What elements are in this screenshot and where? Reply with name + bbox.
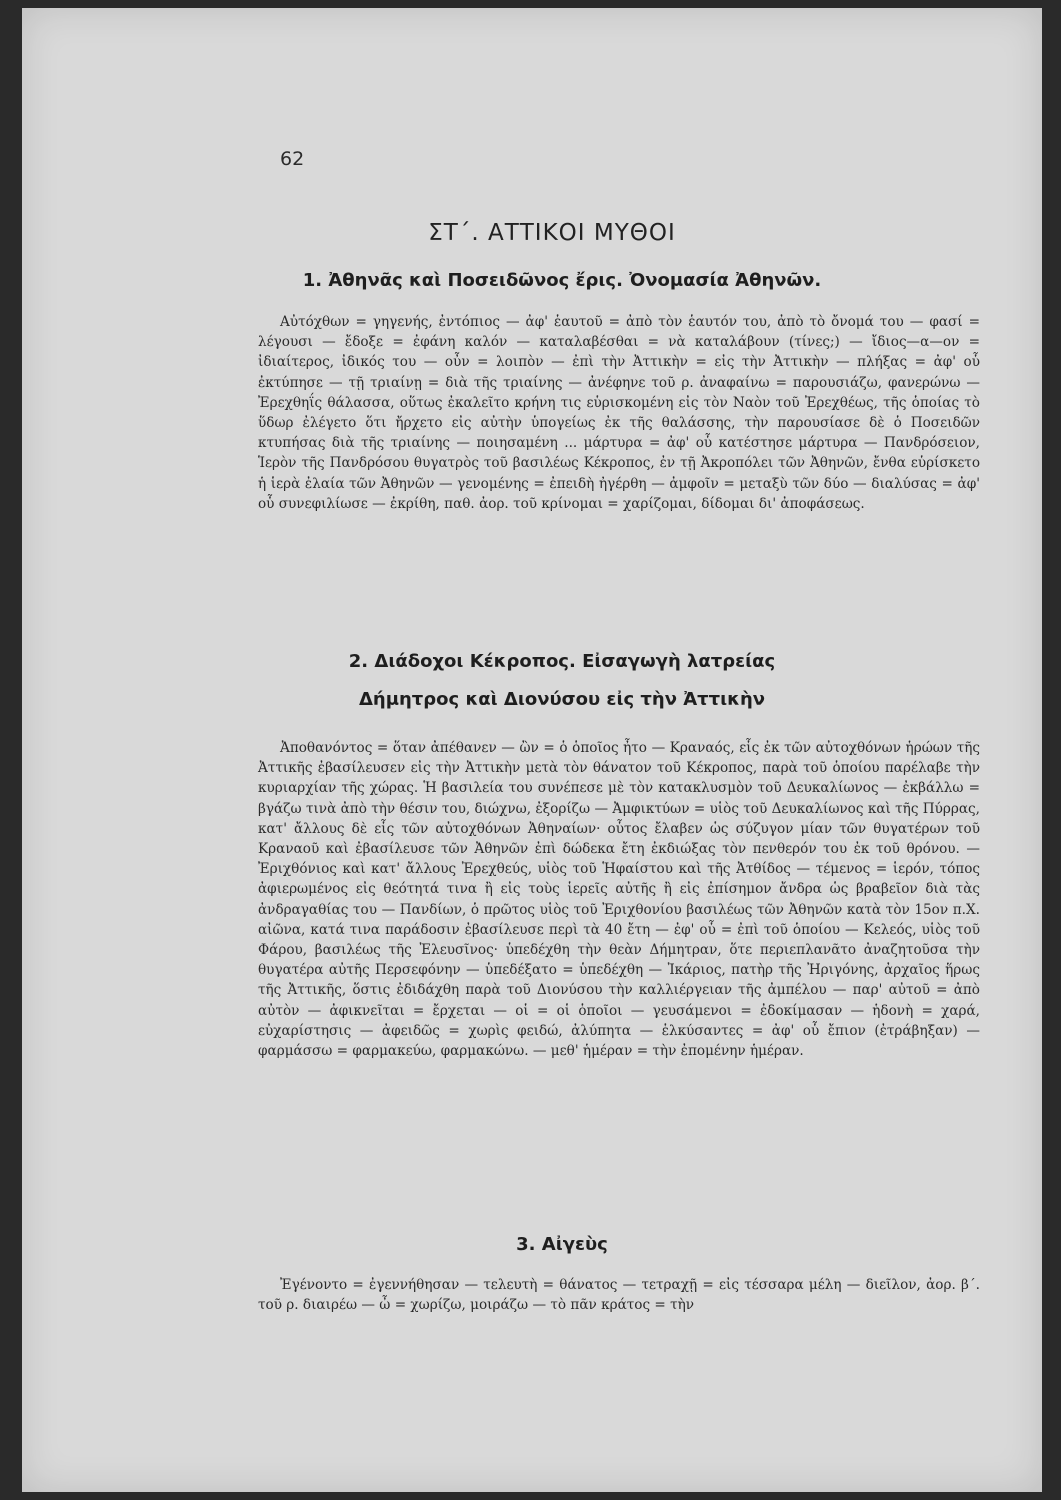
chapter-title: ΣΤ΄. ΑΤΤΙΚΟΙ ΜΥΘΟΙ bbox=[428, 220, 676, 246]
page-number: 62 bbox=[280, 148, 305, 170]
section-2-heading-line-1: 2. Διάδοχοι Κέκροπος. Εἰσαγωγὴ λατρείας bbox=[348, 651, 776, 672]
section-3-text: Ἐγένοντο = ἐγεννήθησαν — τελευτὴ = θάνατος — τετραχῇ = εἰς τέσσαρα μέλη — διεῖλον, ἀορ. β΄. τοῦ ρ. διαιρέω — ὦ = χωρίζω, μοιράζω — τὸ πᾶν κράτος = τὴν bbox=[258, 1277, 980, 1314]
section-2-heading-line-2: Δήμητρος καὶ Διονύσου εἰς τὴν Ἀττικὴν bbox=[358, 689, 766, 710]
section-2-text: Ἀποθανόντος = ὅταν ἀπέθανεν — ὢν = ὁ ὁποῖος ἦτο — Κραναός, εἷς ἐκ τῶν αὐτοχθόνων ἡρώων τῆς Ἀττικῆς ἐβασίλευσεν εἰς τὴν Ἀττικὴν μετὰ τὸν θάνατον τοῦ Κέκροπος, παρὰ τοῦ ὁποίου παρέλαβε τὴν κυριαρχίαν τῆς χώρας. Ἡ βασιλεία του συνέπεσε μὲ τὸν κατακλυσμὸν τοῦ Δευκαλίωνος — ἐκβάλλω = βγάζω τινὰ ἀπὸ τὴν θέσιν του, διώχνω, ἐξορίζω — Ἀμφικτύων = υἱὸς τοῦ Δευκαλίωνος καὶ τῆς Πύρρας, κατ' ἄλλους δὲ εἷς τῶν αὐτοχθόνων Ἀθηναίων· οὗτος ἔλαβεν ὡς σύζυγον μίαν τῶν θυγατέρων τοῦ Κραναοῦ καὶ ἐβασίλευσε τῶν Ἀθηνῶν ἐπὶ δώδεκα ἔτη ἐκδιώξας τὸν πενθερόν του ἐκ τοῦ θρόνου. — Ἐριχθόνιος καὶ κατ' ἄλλους Ἐρεχθεύς, υἱὸς τοῦ Ἡφαίστου καὶ τῆς Ἀτθίδος — τέμενος = ἱερόν, τόπος ἀφιερωμένος εἰς θεότητά τινα ἢ εἰς τοὺς ἱερεῖς αὐτῆς ἢ εἰς ἐπίσημον ἄνδρα ὡς βραβεῖον διὰ τὰς ἀνδραγαθίας του — Πανδίων, ὁ πρῶτος υἱὸς τοῦ Ἐριχθονίου βασιλέως τῶν Ἀθηνῶν κατὰ τὸν 15ον π.Χ. αἰῶνα, κατά τινα παράδοσιν ἐβασίλευσε περὶ τὰ 40 ἔτη — ἐφ' οὗ = ἐπὶ τοῦ ὁποίου — Κελεός, υἱὸς τοῦ Φάρου, βασιλέως τῆς Ἐλευσῖνος· ὑπεδέχθη τὴν θεὰν Δήμητραν, ὅτε περιεπλανᾶτο ἀναζητοῦσα τὴν θυγατέρα αὐτῆς Περσεφόνην — ὑπεδέξατο = ὑπεδέχθη — Ἰκάριος, πατὴρ τῆς Ἠριγόνης, ἀρχαῖος ἥρως τῆς Ἀττικῆς, ὅστις ἐδιδάχθη παρὰ τοῦ Διονύσου τὴν καλλιέργειαν τῆς ἀμπέλου — παρ' αὐτοῦ = ἀπὸ αὐτὸν — ἀφικνεῖται = ἔρχεται — οἱ = οἱ ὁποῖοι — γευσάμενοι = ἐδοκίμασαν — ἡδονὴ = χαρά, εὐχαρίστησις — ἀφειδῶς = χωρὶς φειδώ, ἀλύπητα — ἑλκύσαντες = ἀφ' οὗ ἔπιον (ἐτράβηξαν) — φαρμάσσω = φαρμακεύω, φαρμακώνω. — μεθ' ἡμέραν = τὴν ἐπομένην ἡμέραν. bbox=[258, 740, 980, 1060]
section-1-heading: 1. Ἀθηνᾶς καὶ Ποσειδῶνος ἔρις. Ὀνομασία Ἀθηνῶν. bbox=[302, 270, 822, 291]
section-1-text: Αὐτόχθων = γηγενής, ἐντόπιος — ἀφ' ἑαυτοῦ = ἀπὸ τὸν ἑαυτόν του, ἀπὸ τὸ ὄνομά του — φασί = λέγουσι — ἔδοξε = ἐφάνη καλόν — καταλαβέσθαι = νὰ καταλάβουν (τίνες;) — ἴδιος—α—ον = ἰδιαίτερος, ἰδικός του — οὖν = λοιπὸν — ἐπὶ τὴν Ἀττικὴν = εἰς τὴν Ἀττικὴν — πλήξας = ἀφ' οὗ ἐκτύπησε — τῇ τριαίνῃ = διὰ τῆς τριαίνης — ἀνέφηνε τοῦ ρ. ἀναφαίνω = παρουσιάζω, φανερώνω — Ἐρεχθηΐς θάλασσα, οὕτως ἐκαλεῖτο κρήνη τις εὑρισκομένη εἰς τὸν Ναὸν τοῦ Ἐρεχθέως, τῆς ὁποίας τὸ ὕδωρ ἐλέγετο ὅτι ἤρχετο εἰς αὐτὴν ὑπογείως ἐκ τῆς θαλάσσης, τὴν παρουσίασε δὲ ὁ Ποσειδῶν κτυπήσας διὰ τῆς τριαίνης — ποιησαμένη ... μάρτυρα = ἀφ' οὗ κατέστησε μάρτυρα — Πανδρόσειον, Ἱερὸν τῆς Πανδρόσου θυγατρὸς τοῦ βασιλέως Κέκροπος, ἐν τῇ Ἀκροπόλει τῶν Ἀθηνῶν, ἔνθα εὑρίσκετο ἡ ἱερὰ ἐλαία τῶν Ἀθηνῶν — γενομένης = ἐπειδὴ ἠγέρθη — ἀμφοῖν = μεταξὺ τῶν δύο — διαλύσας = ἀφ' οὗ συνεφιλίωσε — ἐκρίθη, παθ. ἀορ. τοῦ κρίνομαι = χαρίζομαι, δίδομαι δι' ἀποφάσεως. bbox=[258, 314, 980, 512]
section-3-heading: 3. Αἰγεὺς bbox=[516, 1234, 608, 1255]
scanned-page bbox=[22, 8, 1042, 1492]
